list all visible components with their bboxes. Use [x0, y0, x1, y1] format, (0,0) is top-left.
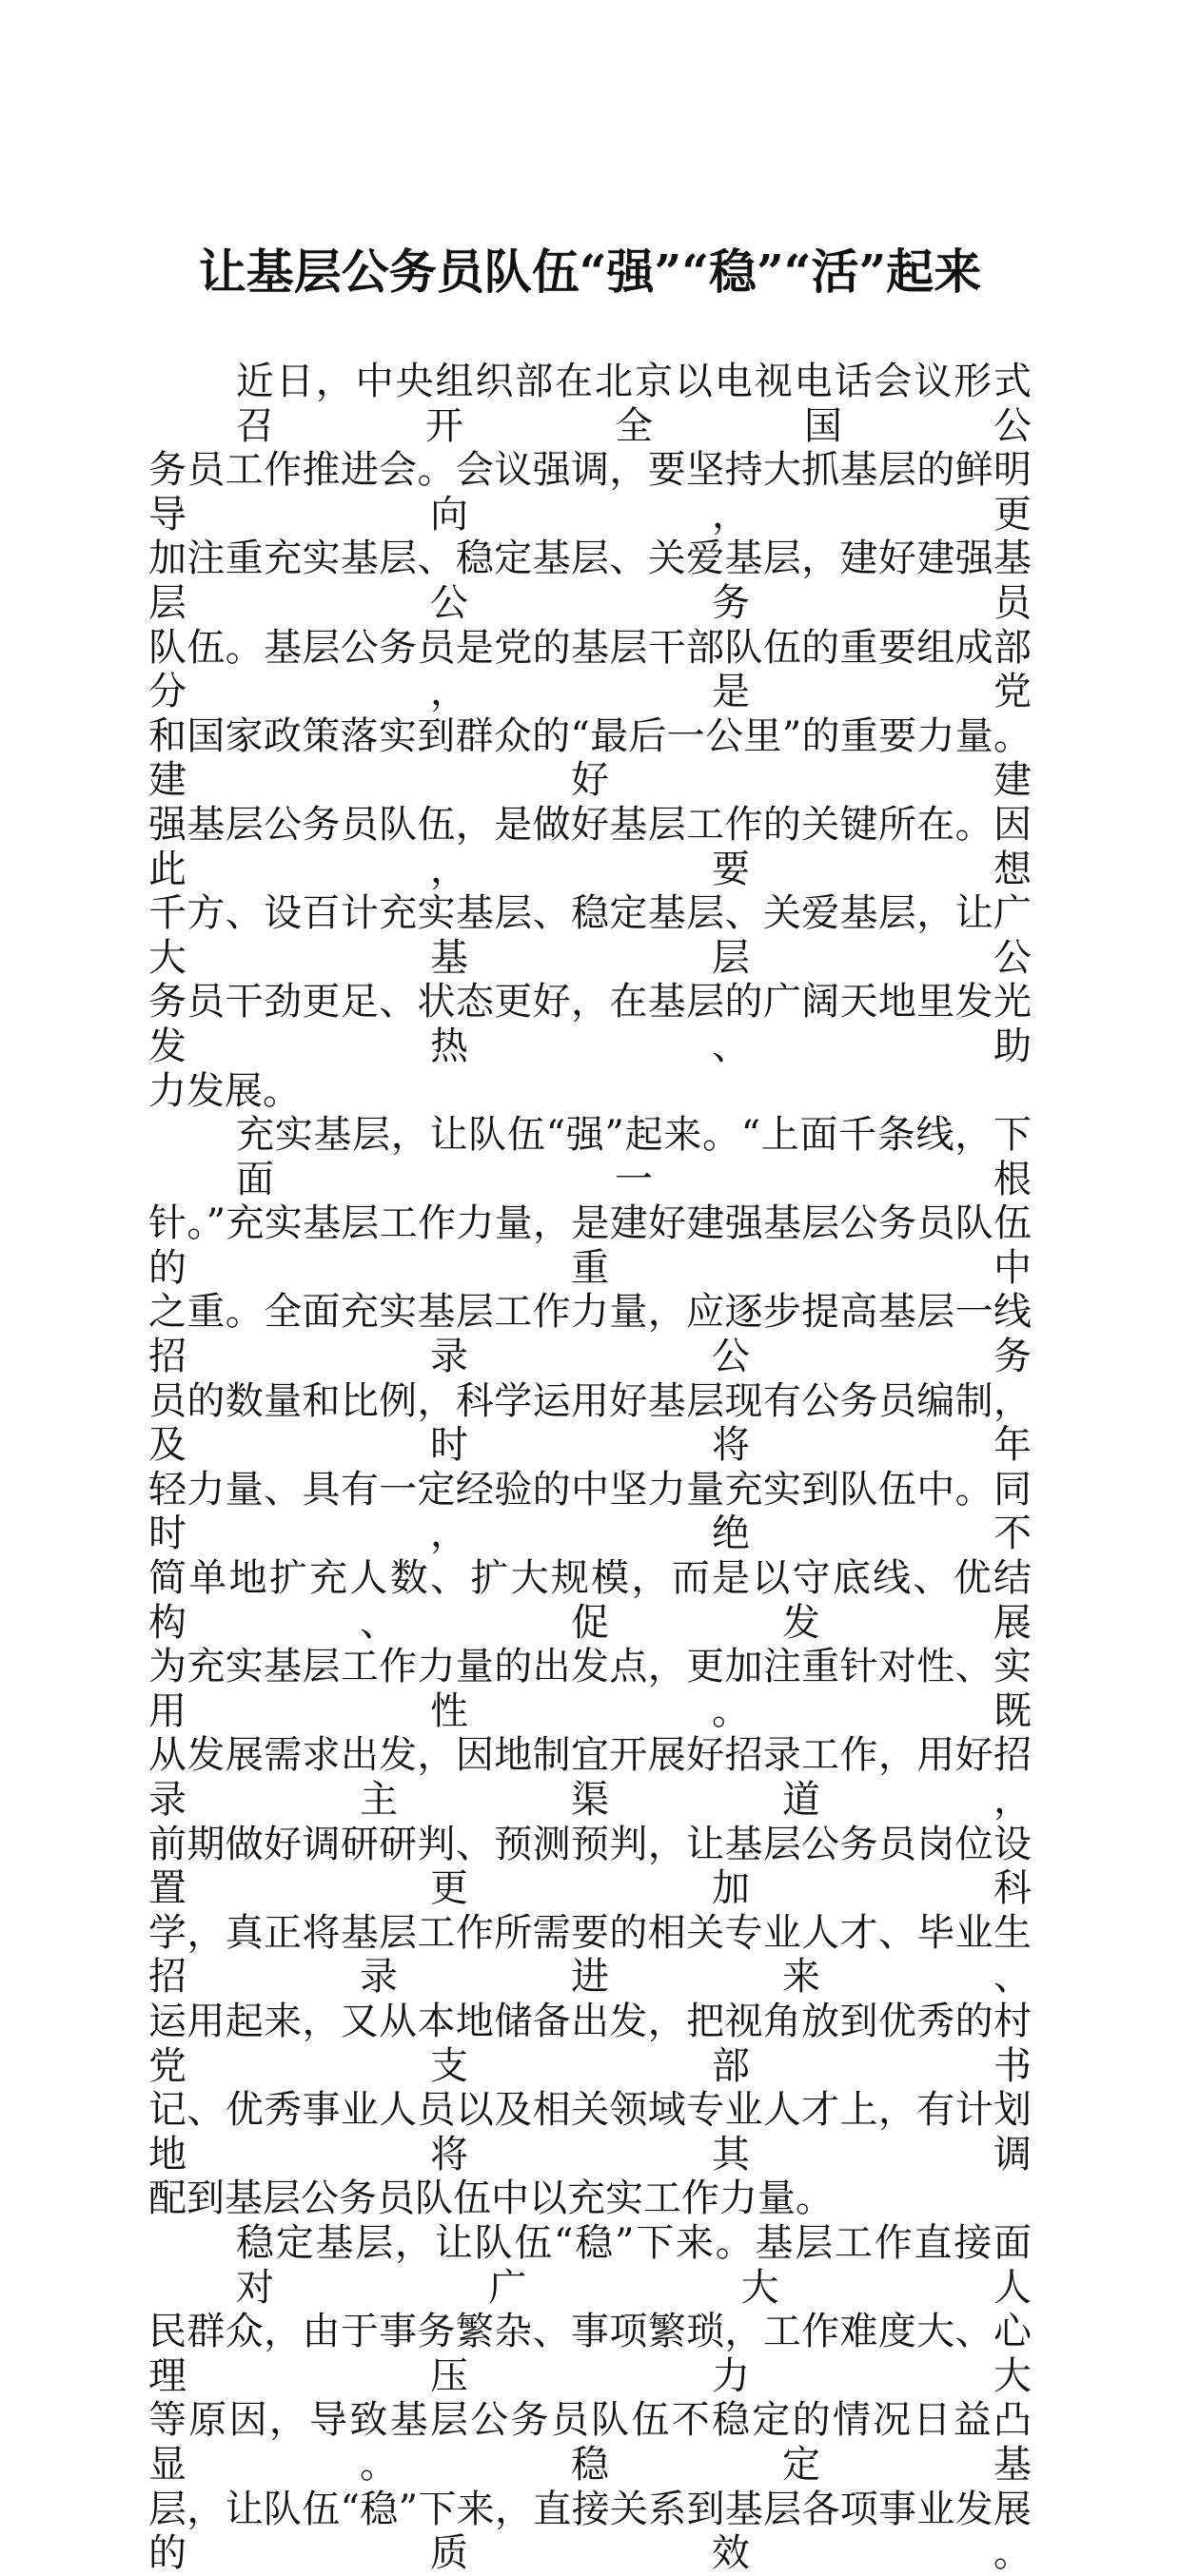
text-line: 稳定基层，让队伍“稳”下来。基层工作直接面对广大人: [236, 2220, 1032, 2310]
text-line: 加注重充实基层、稳定基层、关爱基层，建好建强基层公务员: [148, 537, 1032, 625]
text-line: 为充实基层工作力量的出发点，更加注重针对性、实用性。既: [148, 1645, 1032, 1733]
text-line: 等原因，导致基层公务员队伍不稳定的情况日益凸显。稳定基: [148, 2398, 1032, 2487]
paragraph: [148, 360, 1032, 1113]
text-line: 配到基层公务员队伍中以充实工作力量。: [148, 2176, 834, 2221]
text-line: 记、优秀事业人员以及相关领域专业人才上，有计划地将其调: [148, 2088, 1032, 2176]
text-line: 从发展需求出发，因地制宜开展好招录工作，用好招录主渠道，: [148, 1733, 1032, 1822]
text-line: 前期做好调研研判、预测预判，让基层公务员岗位设置更加科: [148, 1822, 1032, 1911]
text-line: 和国家政策落实到群众的“最后一公里”的重要力量。建好建: [148, 713, 1032, 803]
text-line: 针。”充实基层工作力量，是建好建强基层公务员队伍的重中: [148, 1201, 1032, 1290]
text-line: 强基层公务员队伍，是做好基层工作的关键所在。因此，要想: [148, 802, 1032, 891]
text-line: 运用起来，又从本地储备出发，把视角放到优秀的村党支部书: [148, 1999, 1032, 2088]
text-line: 队伍。基层公务员是党的基层干部队伍的重要组成部分，是党: [148, 625, 1032, 714]
text-line: 千方、设百计充实基层、稳定基层、关爱基层，让广大基层公: [148, 891, 1032, 980]
text-line: 务员干劲更足、状态更好，在基层的广阔天地里发光发热、助: [148, 980, 1032, 1068]
text-line: 务员工作推进会。会议强调，要坚持大抓基层的鲜明导向，更: [148, 448, 1032, 537]
text-line: 学，真正将基层工作所需要的相关专业人才、毕业生招录进来、: [148, 1910, 1032, 2000]
text-line: 层，让队伍“稳”下来，直接关系到基层各项事业发展的质效。: [148, 2487, 1032, 2576]
paragraph: [148, 2221, 1032, 2576]
paragraph: [148, 1113, 1032, 2221]
text-line: 轻力量、具有一定经验的中坚力量充实到队伍中。同时，绝不: [148, 1467, 1032, 1556]
text-line: 充实基层，让队伍“强”起来。“上面千条线，下面一根: [236, 1113, 1032, 1201]
text-line: 民群众，由于事务繁杂、事项繁琐，工作难度大、心理压力大: [148, 2310, 1032, 2398]
document-body: [148, 360, 1032, 2576]
text-line: 简单地扩充人数、扩大规模，而是以守底线、优结构、促发展: [148, 1556, 1032, 1645]
text-line: 之重。全面充实基层工作力量，应逐步提高基层一线招录公务: [148, 1290, 1032, 1379]
text-line: 近日，中央组织部在北京以电视电话会议形式召开全国公: [236, 360, 1032, 448]
text-line: 力发展。: [148, 1068, 301, 1113]
text-line: 员的数量和比例，科学运用好基层现有公务员编制，及时将年: [148, 1378, 1032, 1468]
document-title: 让基层公务员队伍“强”“稳”“活”起来: [198, 244, 982, 300]
